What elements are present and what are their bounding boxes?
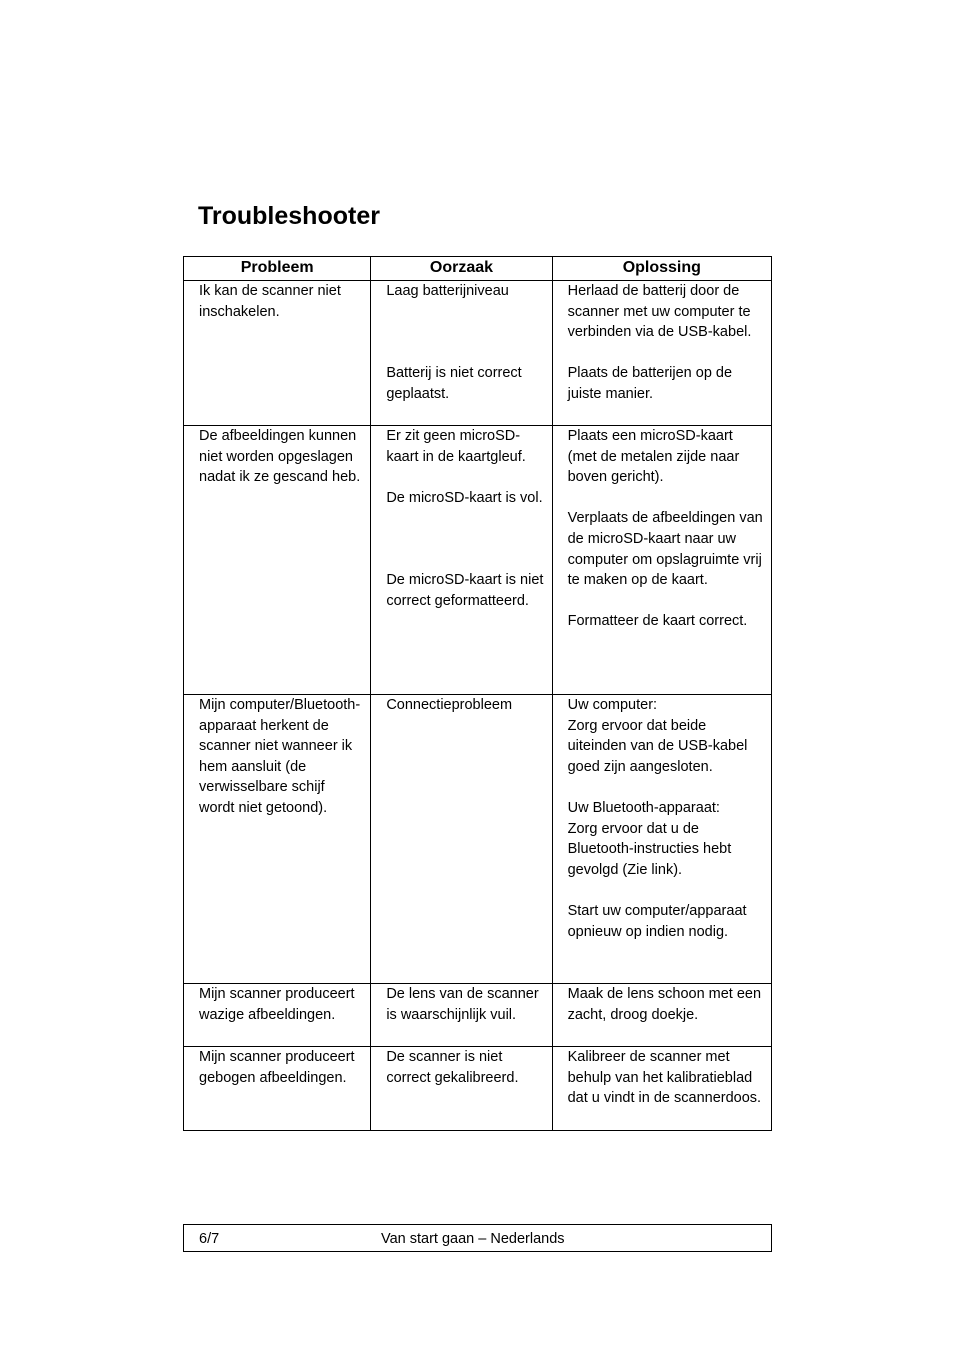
problem-text: Mijn computer/Bluetooth-apparaat herkent de scanner niet wanneer ik hem aansluit (de verwisselbare schijf wordt niet getoond). xyxy=(199,697,361,816)
solution-cell xyxy=(552,695,771,984)
solution-cell xyxy=(552,281,771,426)
problem-cell xyxy=(184,426,371,695)
solution-text: Plaats de batterijen op de juiste manier. xyxy=(567,365,733,402)
problem-cell xyxy=(184,695,371,984)
cause-text: De lens van de scanner is waarschijnlijk vuil. xyxy=(386,986,539,1023)
problem-text: Ik kan de scanner niet inschakelen. xyxy=(199,283,341,320)
cause-text: Connectieprobleem xyxy=(386,697,513,713)
solution-text: Herlaad de batterij door de scanner met uw computer te verbinden via de USB-kabel. xyxy=(567,283,752,341)
cause-text: De microSD-kaart is niet correct geformatteerd. xyxy=(386,572,544,609)
solution-cell xyxy=(552,426,771,695)
problem-text: De afbeeldingen kunnen niet worden opgeslagen nadat ik ze gescand heb. xyxy=(199,428,361,486)
solution-text: Kalibreer de scanner met behulp van het kalibratieblad dat u vindt in de scannerdoos. xyxy=(567,1049,762,1107)
table-row xyxy=(184,281,772,426)
cause-text: De microSD-kaart is vol. xyxy=(386,489,543,506)
solution-cell xyxy=(552,1047,771,1131)
table-header-row xyxy=(184,257,772,281)
solution-text: Plaats een microSD-kaart (met de metalen zijde naar boven gericht). xyxy=(567,428,740,486)
table-row xyxy=(184,984,772,1047)
solution-text: Verplaats de afbeeldingen van de microSD-kaart naar uw computer om opslagruimte vrij te maken op de kaart. xyxy=(567,510,763,589)
cause-text: Er zit geen microSD-kaart in de kaartgleuf. xyxy=(386,428,526,465)
page-footer xyxy=(183,1224,772,1252)
problem-cell xyxy=(184,984,371,1047)
solution-text: Start uw computer/apparaat opnieuw op indien nodig. xyxy=(567,902,747,940)
cause-cell xyxy=(371,1047,552,1131)
column-header-problem: Probleem xyxy=(184,257,371,281)
cause-cell xyxy=(371,695,552,984)
problem-text: Mijn scanner produceert gebogen afbeeldingen. xyxy=(199,1049,355,1086)
solution-text: Formatteer de kaart correct. xyxy=(567,613,748,630)
problem-cell xyxy=(184,281,371,426)
table-row xyxy=(184,1047,772,1131)
solution-text: Maak de lens schoon met een zacht, droog doekje. xyxy=(567,986,762,1023)
problem-text: Mijn scanner produceert wazige afbeeldingen. xyxy=(199,986,355,1023)
cause-cell xyxy=(371,281,552,426)
solution-text: Uw Bluetooth-apparaat: xyxy=(567,799,720,816)
solution-text: Uw computer: xyxy=(567,697,658,713)
problem-cell xyxy=(184,1047,371,1131)
cause-cell xyxy=(371,984,552,1047)
cause-text: Laag batterijniveau xyxy=(386,283,509,299)
troubleshooter-table xyxy=(183,256,772,1131)
solution-cell xyxy=(552,984,771,1047)
cause-text: Batterij is niet correct geplaatst. xyxy=(386,365,522,402)
table-row xyxy=(184,695,772,984)
column-header-cause: Oorzaak xyxy=(371,257,552,281)
page-title: Troubleshooter xyxy=(198,202,380,230)
solution-text: Zorg ervoor dat beide uiteinden van de USB-kabel goed zijn aangesloten. xyxy=(567,717,748,775)
cause-text: De scanner is niet correct gekalibreerd. xyxy=(386,1049,519,1086)
footer-title: Van start gaan – Nederlands xyxy=(381,1231,565,1247)
page-number: 6/7 xyxy=(199,1231,220,1247)
column-header-solution: Oplossing xyxy=(552,257,771,281)
cause-cell xyxy=(371,426,552,695)
table-row xyxy=(184,426,772,695)
solution-text: Zorg ervoor dat u de Bluetooth-instructies hebt gevolgd (Zie link). xyxy=(567,820,732,878)
